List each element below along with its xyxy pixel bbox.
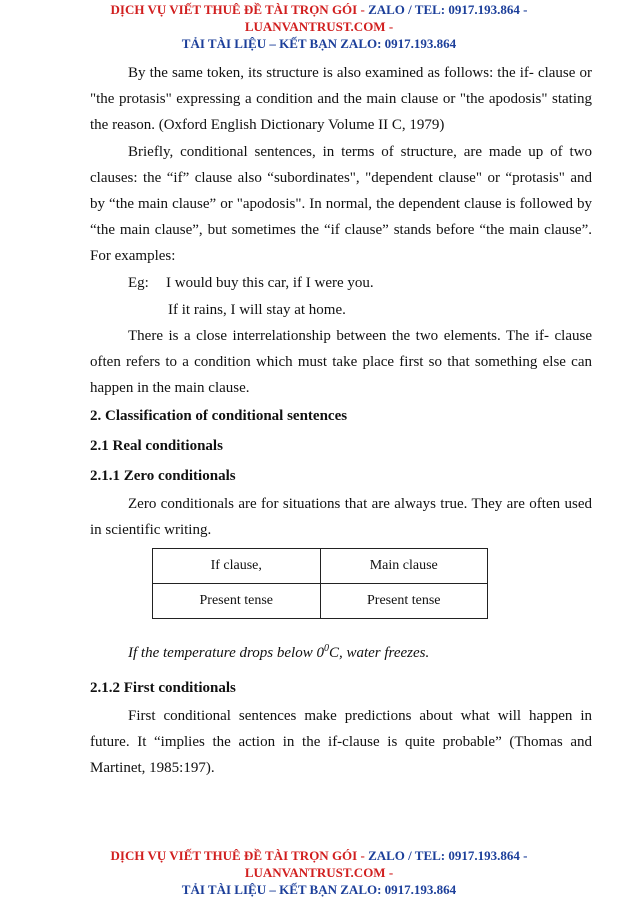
italic-example-part-1: If the temperature drops below 0 — [128, 644, 324, 661]
paragraph-briefly: Briefly, conditional sentences, in terms of structure, are made up of two clauses: the “if” clause also “subordinates", "dependent clause" or “protasis" and by “the main clause” or "apodosis". In normal, the dependent clause is followed by “the main clause”, but sometimes the “if clause” stands before “the main clause”. For examples: — [90, 143, 592, 265]
banner-contact-text: ZALO / TEL: 0917.193.864 - — [368, 2, 528, 17]
example-text-1: I would buy this car, if I were you. — [166, 274, 374, 291]
example-label: Eg: — [128, 274, 149, 291]
paragraph-structure: By the same token, its structure is also examined as follows: the if- clause or "the protasis" expressing a condition and the main clause or "the apodosis" stating the reason. (Oxford English Dictionary Volume II C, 1979) — [90, 65, 592, 134]
table-row — [153, 583, 488, 618]
degree-superscript: 0 — [323, 642, 329, 654]
paragraph-first-conditionals: First conditional sentences make predictions about what will happen in future. It “implies the action in the if-clause is quite probable” (Thomas and Martinet, 1985:197). — [90, 707, 592, 777]
table-cell: Present tense — [153, 583, 321, 618]
banner-website[interactable]: LUANVANTRUST.COM - — [244, 19, 394, 34]
italic-example — [90, 635, 592, 667]
banner-separator: - — [357, 2, 369, 17]
header-banner — [0, 1, 638, 52]
document-body — [90, 60, 592, 781]
table-cell: Present tense — [320, 583, 488, 618]
italic-example-part-2: C, water freezes. — [328, 644, 430, 661]
banner-line-1 — [0, 847, 638, 864]
table-row — [153, 548, 488, 583]
banner-website[interactable]: LUANVANTRUST.COM - — [244, 865, 394, 880]
banner-line-1 — [0, 1, 638, 18]
zero-conditional-table — [152, 548, 488, 619]
heading-zero-conditionals: 2.1.1 Zero conditionals — [90, 468, 236, 485]
heading-classification: 2. Classification of conditional sentences — [90, 408, 348, 425]
heading-real-conditionals: 2.1 Real conditionals — [90, 438, 223, 455]
table-cell: Main clause — [320, 548, 488, 583]
heading-first-conditionals: 2.1.2 First conditionals — [90, 679, 236, 696]
banner-service-text: DỊCH VỤ VIẾT THUÊ ĐỀ TÀI TRỌN GÓI — [110, 2, 358, 17]
example-line-1 — [90, 270, 592, 297]
banner-contact-text: ZALO / TEL: 0917.193.864 - — [368, 848, 528, 863]
footer-banner — [0, 847, 638, 898]
banner-download-text: TẢI TÀI LIỆU – KẾT BẠN ZALO: 0917.193.864 — [181, 882, 457, 897]
banner-service-text: DỊCH VỤ VIẾT THUÊ ĐỀ TÀI TRỌN GÓI — [110, 848, 358, 863]
paragraph-zero-conditionals: Zero conditionals are for situations that are always true. They are often used in scientific writing. — [90, 496, 592, 539]
banner-download-text: TẢI TÀI LIỆU – KẾT BẠN ZALO: 0917.193.864 — [181, 36, 457, 51]
example-text-2: If it rains, I will stay at home. — [168, 301, 346, 318]
table-cell: If clause, — [153, 548, 321, 583]
paragraph-interrelationship: There is a close interrelationship between the two elements. The if- clause often refers to a condition which must take place first so that something else can happen in the main clause. — [90, 327, 592, 397]
banner-separator: - — [357, 848, 369, 863]
